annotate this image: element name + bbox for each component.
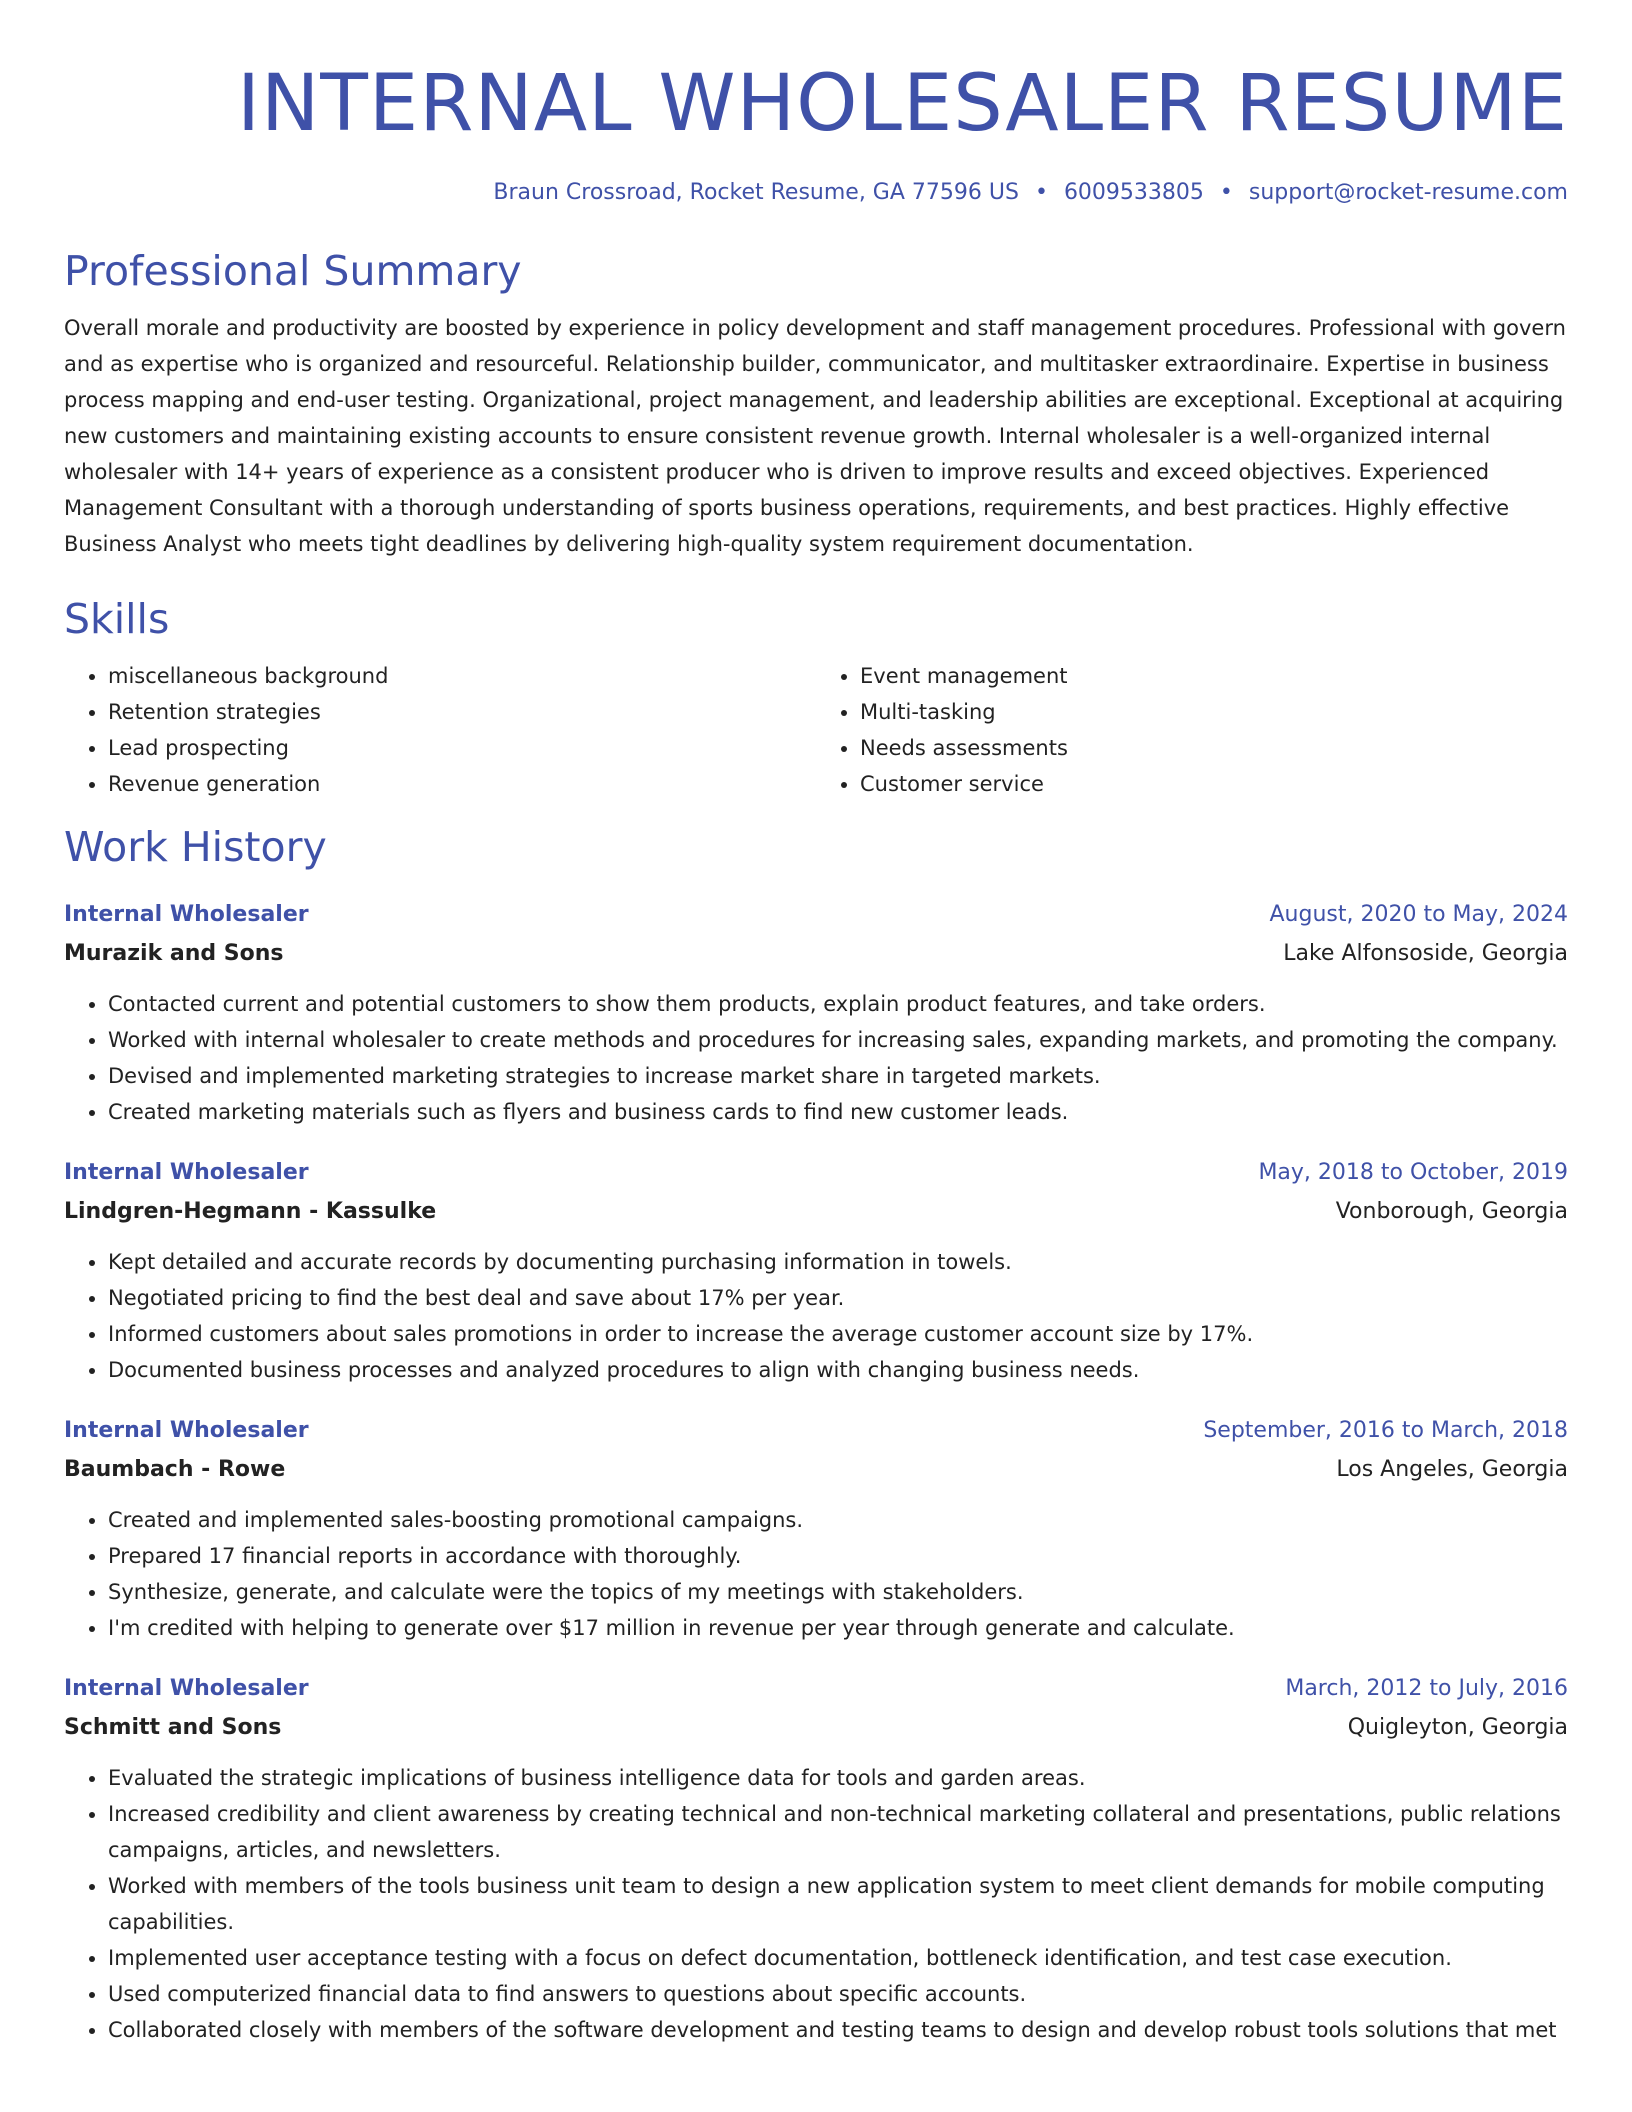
skill-item: • Needs assessments [860,730,1568,766]
contact-separator: • [1034,180,1048,205]
job-title: Internal Wholesaler [64,1418,309,1443]
job-bullet: • Worked with members of the tools business unit team to design a new application system to meet client demands for mobile computing capabilities. [108,1868,1568,1940]
job-bullet: • Devised and implemented marketing strategies to increase market share in targeted markets. [108,1058,1568,1094]
contact-separator: • [1219,180,1233,205]
job-dates: September, 2016 to March, 2018 [1203,1418,1568,1443]
summary-heading: Professional Summary [64,247,522,295]
job-location: Los Angeles, Georgia [1336,1457,1568,1482]
resume-title: INTERNAL WHOLESALER RESUME [236,59,1568,149]
job-company: Schmitt and Sons [64,1715,282,1740]
job-dates: August, 2020 to May, 2024 [1269,902,1568,927]
job-location: Vonborough, Georgia [1335,1199,1568,1224]
resume-page [64,0,1568,2048]
job-bullet: • Informed customers about sales promotions in order to increase the average customer account size by 17%. [108,1316,1568,1352]
job-entry [64,1412,1568,1646]
contact-email[interactable]: support@rocket-resume.com [1248,180,1568,205]
job-bullets [64,1760,1568,2048]
job-bullet: • Used computerized financial data to find answers to questions about specific accounts. [108,1976,1568,2012]
job-title: Internal Wholesaler [64,1676,309,1701]
job-location: Lake Alfonsoside, Georgia [1283,941,1568,966]
job-bullet: • Kept detailed and accurate records by documenting purchasing information in towels. [108,1244,1568,1280]
job-location: Quigleyton, Georgia [1347,1715,1568,1740]
skills-column-right [816,658,1568,802]
skill-item: • Lead prospecting [108,730,816,766]
skill-item: • Multi-tasking [860,694,1568,730]
contact-address: Braun Crossroad, Rocket Resume, GA 77596 US [493,180,1019,205]
job-dates: May, 2018 to October, 2019 [1258,1160,1568,1185]
skills-list [64,658,1568,802]
skill-item: • Event management [860,658,1568,694]
job-bullets [64,1502,1568,1646]
job-title: Internal Wholesaler [64,902,309,927]
job-bullet: • Contacted current and potential customers to show them products, explain product features, and take orders. [108,986,1568,1022]
job-bullets [64,1244,1568,1388]
skill-item: • Customer service [860,766,1568,802]
job-bullet: • I'm credited with helping to generate over $17 million in revenue per year through generate and calculate. [108,1610,1568,1646]
job-bullet: • Implemented user acceptance testing with a focus on defect documentation, bottleneck identification, and test case execution. [108,1940,1568,1976]
skills-heading: Skills [64,595,170,643]
summary-text: Overall morale and productivity are boosted by experience in policy development and staff management procedures. Professional with govern and as expertise who is organized and resourceful. Relationship builder, communicator, and multitasker extraordinaire. Expertise in business process mapping and end-user testing. Organizational, project management, and leadership abilities are exceptional. Exceptional at acquiring new customers and maintaining existing accounts to ensure consistent revenue growth. Internal wholesaler is a well-organized internal wholesaler with 14+ years of experience as a consistent producer who is driven to improve results and exceed objectives. Experienced Management Consultant with a thorough understanding of sports business operations, requirements, and best practices. Highly effective Business Analyst who meets tight deadlines by delivering high-quality system requirement documentation. [64,316,1566,556]
job-bullet: • Synthesize, generate, and calculate were the topics of my meetings with stakeholders. [108,1574,1568,1610]
job-bullets [64,986,1568,1130]
job-bullet: • Collaborated closely with members of the software development and testing teams to design and develop robust tools solutions that met [108,2012,1568,2048]
job-company: Baumbach - Rowe [64,1457,286,1482]
skill-item: • Retention strategies [108,694,816,730]
job-company: Lindgren-Hegmann - Kassulke [64,1199,437,1224]
skill-item: • miscellaneous background [108,658,816,694]
job-bullet: • Prepared 17 financial reports in accordance with thoroughly. [108,1538,1568,1574]
job-company: Murazik and Sons [64,941,284,966]
work-history-heading: Work History [64,823,327,871]
job-bullet: • Created and implemented sales-boosting promotional campaigns. [108,1502,1568,1538]
contact-phone: 6009533805 [1063,180,1204,205]
skills-column-left [64,658,816,802]
job-bullet: • Worked with internal wholesaler to create methods and procedures for increasing sales, expanding markets, and promoting the company. [108,1022,1568,1058]
job-entry [64,1670,1568,2048]
job-dates: March, 2012 to July, 2016 [1285,1676,1568,1701]
skill-item: • Revenue generation [108,766,816,802]
job-bullet: • Created marketing materials such as flyers and business cards to find new customer leads. [108,1094,1568,1130]
job-title: Internal Wholesaler [64,1160,309,1185]
job-bullet: • Negotiated pricing to find the best deal and save about 17% per year. [108,1280,1568,1316]
job-entry [64,1154,1568,1388]
job-bullet: • Increased credibility and client awareness by creating technical and non-technical marketing collateral and presentations, public relations campaigns, articles, and newsletters. [108,1796,1568,1868]
job-bullet: • Documented business processes and analyzed procedures to align with changing business needs. [108,1352,1568,1388]
contact-line [64,178,1568,208]
job-entry [64,896,1568,1130]
job-bullet: • Evaluated the strategic implications of business intelligence data for tools and garden areas. [108,1760,1568,1796]
